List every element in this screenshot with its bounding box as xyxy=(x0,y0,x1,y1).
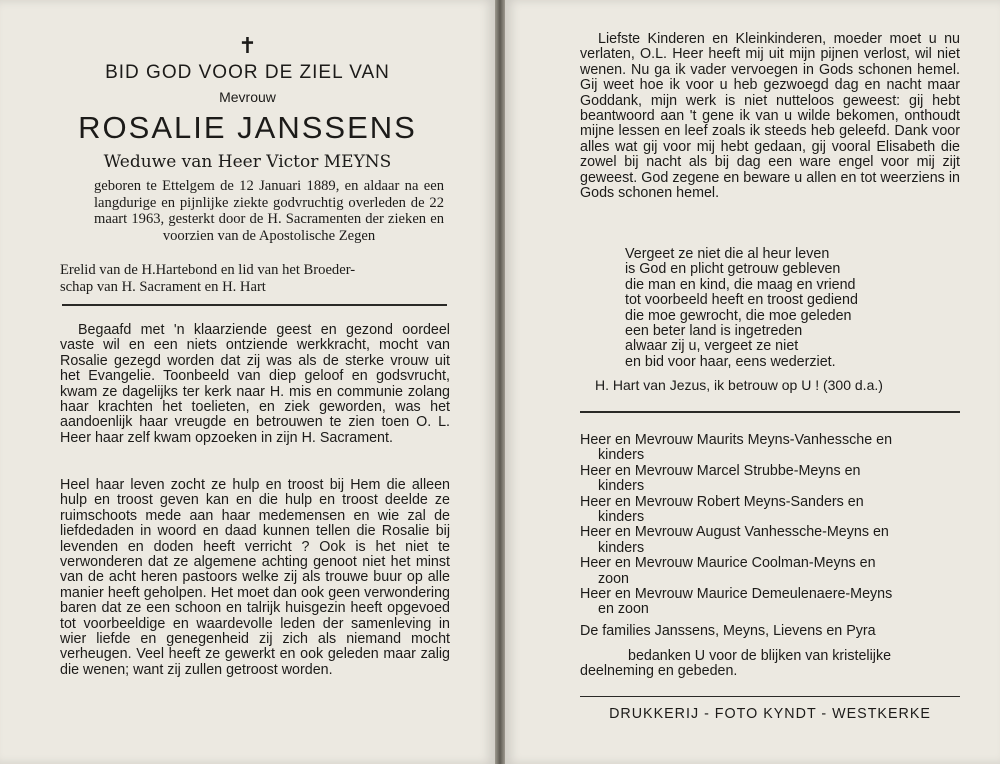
family-line: Heer en Mevrouw Maurice Demeulenaere-Meyns xyxy=(580,586,893,603)
divider xyxy=(580,696,960,697)
family-line: Heer en Mevrouw Maurits Meyns-Vanhessche en xyxy=(580,432,893,448)
family-line: De families Janssens, Meyns, Lievens en Pyra xyxy=(580,622,876,639)
family-line: Heer en Mevrouw Robert Meyns-Sanders en xyxy=(580,493,864,510)
poem-line: is God en plicht getrouw gebleven xyxy=(625,261,841,278)
list-item xyxy=(580,556,960,587)
family-sub: kinders xyxy=(598,478,645,495)
list-item xyxy=(580,495,960,526)
farewell-letter-text: Liefste Kinderen en Kleinkinderen, moeder moet u nu verlaten, O.L. Heer heeft mij uit mijn pijnen verlost, wil niet wenen. Nu ga ik vader vervoegen in Gods schonen hemel. Gij weet hoe ik voor u heb gezwoegd dag en nacht maar Goddank, mijn werk is niet nutteloos geweest: gij hebt beantwoord aan 't gene ik van u wilde bekomen, onthoudt mijne lessen en leef zoals ik steeds heb geleefd. Dank voor alles wat gij voor mij hebt gedaan, gij vooral Elisabeth die zowel bij nacht als bij dag een ware engel voor mij zijt geweest. God zegene en beware u allen en tot weerziens in Gods schonen hemel. xyxy=(580,31,960,202)
left-page xyxy=(0,0,495,764)
prayer-heading: BID GOD VOOR DE ZIEL VAN xyxy=(105,62,390,83)
family-sub: kinders xyxy=(598,539,645,556)
poem-line: tot voorbeeld heeft en troost gediend xyxy=(625,292,858,309)
tribute-paragraph-1 xyxy=(60,323,450,446)
widow-line: Weduwe van Heer Victor MEYNS xyxy=(103,152,392,172)
page-gutter xyxy=(495,0,505,764)
list-item xyxy=(580,525,960,556)
membership-line-1: Erelid van de H.Hartebond en lid van het Broeder- xyxy=(60,262,356,278)
deceased-name: ROSALIE JANSSENS xyxy=(78,110,417,145)
list-item xyxy=(580,433,960,464)
divider xyxy=(62,304,447,306)
family-line: Heer en Mevrouw Marcel Strubbe-Meyns en xyxy=(580,462,861,479)
biography-text: geboren te Ettelgem de 12 Januari 1889, en aldaar na een langdurige en pijnlijke ziekte godvruchtig overleden de 22 maart 1963, gesterkt door de H. Sacramenten der zieken en voorzien van de Apostolische Zegen xyxy=(94,178,444,244)
poem-line: die moe gewrocht, die moe geleden xyxy=(625,307,852,324)
tribute-paragraph-2 xyxy=(60,478,450,678)
family-line: Heer en Mevrouw Maurice Coolman-Meyns en xyxy=(580,555,876,572)
poem-line: Vergeet ze niet die al heur leven xyxy=(625,246,830,262)
poem-line: een beter land is ingetreden xyxy=(625,323,803,340)
family-line: Heer en Mevrouw August Vanhessche-Meyns en xyxy=(580,524,889,541)
poem-line: die man en kind, die maag en vriend xyxy=(625,276,856,293)
list-item xyxy=(580,624,960,639)
tribute-paragraph-1-text: Begaafd met 'n klaarziende geest en gezond oordeel vaste wil en een niets ontziende werkkracht, mocht van Rosalie gezegd worden dat zij was als de sterke vrouw uit het Evangelie. Toonbeeld van diep geloof en godsvrucht, kwam ze dagelijks ter kerk naar H. mis en communie zolang haar krachten het toelieten, en ziek geworden, was het aandoenlijk haar vreugde en betrouwen te zien toen O. L. Heer haar zelf kwam opzoeken in zijn H. Sacrament. xyxy=(60,322,450,446)
family-sub: kinders xyxy=(598,509,645,526)
cross-icon: ✝ xyxy=(238,34,257,59)
membership-text xyxy=(60,262,445,295)
farewell-letter xyxy=(580,32,960,201)
title-mevrouw: Mevrouw xyxy=(219,89,276,105)
memorial-poem xyxy=(625,247,945,370)
thanks-line-1: bedanken U voor de blijken van kristelijke xyxy=(628,648,892,664)
indulgence-prayer: H. Hart van Jezus, ik betrouw op U ! (300 d.a.) xyxy=(595,377,883,393)
family-list xyxy=(580,433,960,639)
family-sub: kinders xyxy=(598,447,645,464)
tribute-paragraph-2-text: Heel haar leven zocht ze hulp en troost bij Hem die alleen hulp en troost geven kan en die hulp en troost deelde ze ruimschoots mede aan haar medemensen en wie zal de liefdedaden in woord en daad kunnen tellen die Rosalie bij levenden en doden heeft verricht ? Ook is het niet te verwonderen dat ze algemene achting genoot niet het minst van de acht heren pastoors welke zij als trouwe buur op alle manier heeft geholpen. Het moet dan ook geen verwondering baren dat ze een schoon en talrijk huisgezin heeft opgevoed tot voorbeeldige en waardevolle leden der samenleving in wier liefde en genegenheid zij zich als niemand mocht verheugen. Veel heeft ze gewerkt en ook geleden maar zalig die wenen; want zij zullen getroost worden. xyxy=(60,477,450,678)
poem-line: alwaar zij u, vergeet ze niet xyxy=(625,338,799,355)
family-sub: en zoon xyxy=(598,601,649,618)
family-sub: zoon xyxy=(598,570,630,587)
printer-credit: DRUKKERIJ - FOTO KYNDT - WESTKERKE xyxy=(609,706,931,722)
thanks-text xyxy=(580,649,960,680)
list-item xyxy=(580,587,960,618)
poem-line: en bid voor haar, eens wederziet. xyxy=(625,353,836,370)
divider xyxy=(580,411,960,413)
right-page xyxy=(505,0,1000,764)
thanks-line-2: deelneming en gebeden. xyxy=(580,663,738,680)
list-item xyxy=(580,464,960,495)
membership-line-2: schap van H. Sacrament en H. Hart xyxy=(60,278,266,295)
